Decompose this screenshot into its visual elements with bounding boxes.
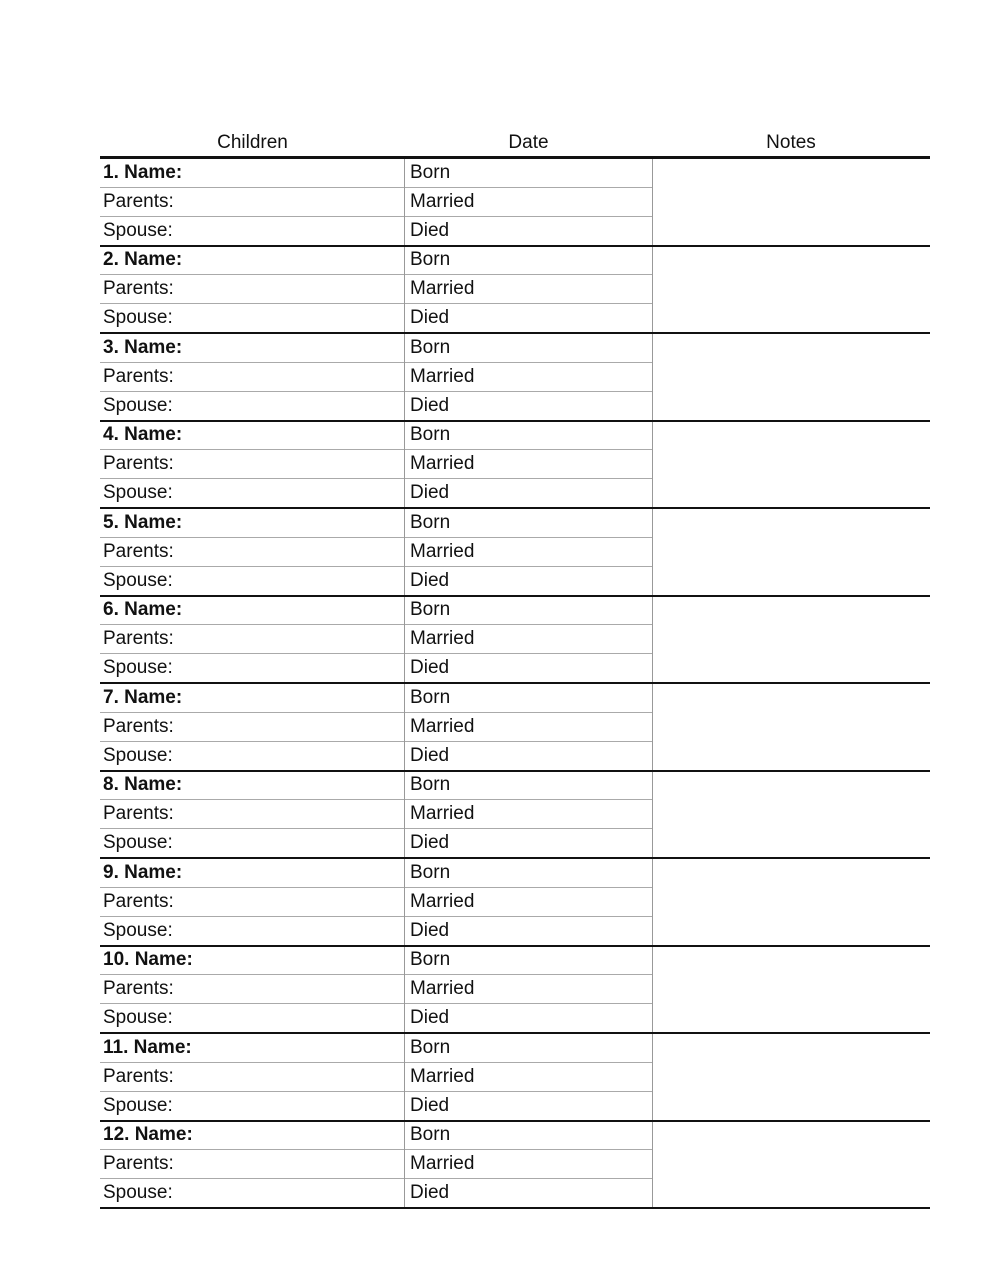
- notes-cell[interactable]: [653, 772, 930, 858]
- notes-cell[interactable]: [653, 947, 930, 1033]
- parents-label[interactable]: Parents:: [100, 538, 404, 567]
- died-label[interactable]: Died: [410, 307, 450, 329]
- married-label[interactable]: Married: [405, 1150, 652, 1179]
- person-column: [100, 947, 405, 1033]
- born-label[interactable]: Born: [405, 422, 652, 451]
- spouse-label[interactable]: Spouse:: [103, 744, 173, 766]
- date-column: [405, 422, 653, 508]
- born-label[interactable]: Born: [405, 1034, 652, 1063]
- person-column: [100, 1122, 405, 1208]
- parents-label[interactable]: Parents:: [100, 888, 404, 917]
- date-column: [405, 1122, 653, 1208]
- spouse-label[interactable]: Spouse:: [103, 1182, 173, 1204]
- born-label[interactable]: Born: [405, 772, 652, 801]
- died-label[interactable]: Died: [410, 482, 450, 504]
- married-label[interactable]: Married: [405, 275, 652, 304]
- married-label[interactable]: Married: [405, 450, 652, 479]
- born-label[interactable]: Born: [405, 509, 652, 538]
- header-notes: Notes: [766, 132, 816, 153]
- date-column: [405, 684, 653, 770]
- name-label[interactable]: 8. Name:: [100, 772, 404, 801]
- child-entry: [100, 159, 930, 247]
- child-entry: [100, 334, 930, 422]
- parents-label[interactable]: Parents:: [100, 1063, 404, 1092]
- born-label[interactable]: Born: [405, 334, 652, 363]
- married-label[interactable]: Married: [405, 625, 652, 654]
- born-label[interactable]: Born: [405, 947, 652, 976]
- children-table: [100, 130, 930, 1209]
- person-column: [100, 159, 405, 245]
- header-children: Children: [217, 132, 288, 153]
- married-label[interactable]: Married: [405, 713, 652, 742]
- child-entry: [100, 684, 930, 772]
- married-label[interactable]: Married: [405, 363, 652, 392]
- spouse-label[interactable]: Spouse:: [103, 219, 173, 241]
- date-column: [405, 947, 653, 1033]
- name-label[interactable]: 2. Name:: [100, 247, 404, 276]
- name-label[interactable]: 6. Name:: [100, 597, 404, 626]
- child-entry: [100, 772, 930, 860]
- date-column: [405, 247, 653, 333]
- name-label[interactable]: 9. Name:: [100, 859, 404, 888]
- died-label[interactable]: Died: [410, 394, 450, 416]
- person-column: [100, 859, 405, 945]
- notes-cell[interactable]: [653, 1034, 930, 1120]
- person-column: [100, 422, 405, 508]
- married-label[interactable]: Married: [405, 188, 652, 217]
- born-label[interactable]: Born: [405, 597, 652, 626]
- parents-label[interactable]: Parents:: [100, 625, 404, 654]
- died-label[interactable]: Died: [410, 1182, 450, 1204]
- child-entry: [100, 597, 930, 685]
- notes-cell[interactable]: [653, 859, 930, 945]
- person-column: [100, 597, 405, 683]
- born-label[interactable]: Born: [405, 247, 652, 276]
- notes-cell[interactable]: [653, 1122, 930, 1208]
- notes-cell[interactable]: [653, 597, 930, 683]
- child-entry: [100, 1122, 930, 1210]
- spouse-label[interactable]: Spouse:: [103, 307, 173, 329]
- date-column: [405, 772, 653, 858]
- parents-label[interactable]: Parents:: [100, 188, 404, 217]
- date-column: [405, 159, 653, 245]
- date-column: [405, 334, 653, 420]
- spouse-label[interactable]: Spouse:: [103, 569, 173, 591]
- notes-cell[interactable]: [653, 159, 930, 245]
- person-column: [100, 684, 405, 770]
- person-column: [100, 1034, 405, 1120]
- child-entries: [100, 159, 930, 1209]
- born-label[interactable]: Born: [405, 159, 652, 188]
- person-column: [100, 509, 405, 595]
- spouse-label[interactable]: Spouse:: [103, 832, 173, 854]
- died-label[interactable]: Died: [410, 569, 450, 591]
- died-label[interactable]: Died: [410, 919, 450, 941]
- header-date: Date: [508, 132, 549, 153]
- spouse-label[interactable]: Spouse:: [103, 482, 173, 504]
- parents-label[interactable]: Parents:: [100, 450, 404, 479]
- died-label[interactable]: Died: [410, 832, 450, 854]
- date-column: [405, 1034, 653, 1120]
- married-label[interactable]: Married: [405, 800, 652, 829]
- spouse-label[interactable]: Spouse:: [103, 1094, 173, 1116]
- spouse-label[interactable]: Spouse:: [103, 919, 173, 941]
- date-column: [405, 859, 653, 945]
- born-label[interactable]: Born: [405, 859, 652, 888]
- person-column: [100, 772, 405, 858]
- name-label[interactable]: 10. Name:: [100, 947, 404, 976]
- parents-label[interactable]: Parents:: [100, 1150, 404, 1179]
- parents-label[interactable]: Parents:: [100, 713, 404, 742]
- child-entry: [100, 859, 930, 947]
- died-label[interactable]: Died: [410, 744, 450, 766]
- notes-cell[interactable]: [653, 509, 930, 595]
- spouse-label[interactable]: Spouse:: [103, 394, 173, 416]
- name-label[interactable]: 1. Name:: [100, 159, 404, 188]
- born-label[interactable]: Born: [405, 1122, 652, 1151]
- child-entry: [100, 247, 930, 335]
- child-entry: [100, 509, 930, 597]
- notes-cell[interactable]: [653, 247, 930, 333]
- notes-cell[interactable]: [653, 334, 930, 420]
- parents-label[interactable]: Parents:: [100, 800, 404, 829]
- married-label[interactable]: Married: [405, 888, 652, 917]
- married-label[interactable]: Married: [405, 1063, 652, 1092]
- date-column: [405, 597, 653, 683]
- person-column: [100, 334, 405, 420]
- died-label[interactable]: Died: [410, 657, 450, 679]
- person-column: [100, 247, 405, 333]
- spouse-label[interactable]: Spouse:: [103, 657, 173, 679]
- parents-label[interactable]: Parents:: [100, 363, 404, 392]
- parents-label[interactable]: Parents:: [100, 975, 404, 1004]
- table-header: [100, 130, 930, 159]
- child-entry: [100, 422, 930, 510]
- parents-label[interactable]: Parents:: [100, 275, 404, 304]
- name-label[interactable]: 7. Name:: [100, 684, 404, 713]
- name-label[interactable]: 5. Name:: [100, 509, 404, 538]
- name-label[interactable]: 12. Name:: [100, 1122, 404, 1151]
- died-label[interactable]: Died: [410, 1094, 450, 1116]
- date-column: [405, 509, 653, 595]
- died-label[interactable]: Died: [410, 219, 450, 241]
- married-label[interactable]: Married: [405, 538, 652, 567]
- born-label[interactable]: Born: [405, 684, 652, 713]
- notes-cell[interactable]: [653, 684, 930, 770]
- notes-cell[interactable]: [653, 422, 930, 508]
- spouse-label[interactable]: Spouse:: [103, 1007, 173, 1029]
- married-label[interactable]: Married: [405, 975, 652, 1004]
- child-entry: [100, 947, 930, 1035]
- name-label[interactable]: 11. Name:: [100, 1034, 404, 1063]
- name-label[interactable]: 4. Name:: [100, 422, 404, 451]
- name-label[interactable]: 3. Name:: [100, 334, 404, 363]
- died-label[interactable]: Died: [410, 1007, 450, 1029]
- child-entry: [100, 1034, 930, 1122]
